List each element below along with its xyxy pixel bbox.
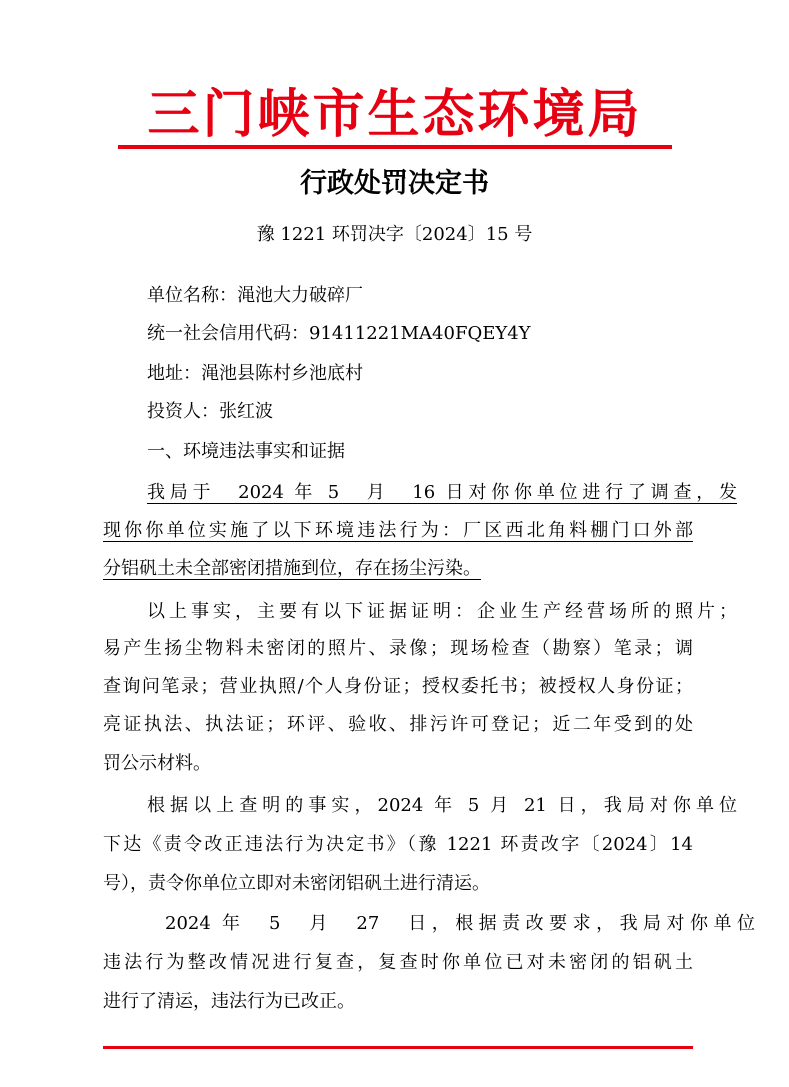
paragraph-line: 进行了清运，违法行为已改正。 <box>103 991 355 1012</box>
paragraph-line: 易产生扬尘物料未密闭的照片、录像；现场检查（勘察）笔录；调 <box>103 638 693 659</box>
paragraph-line: 亮证执法、执法证；环评、验收、排污许可登记；近二年受到的处 <box>103 714 693 735</box>
address: 地址：渑池县陈村乡池底村 <box>147 363 363 384</box>
paragraph-line: 下达《责令改正违法行为决定书》（豫 1221 环责改字〔2024〕14 <box>103 834 693 855</box>
paragraph-line: 查询问笔录；营业执照/个人身份证；授权委托书；被授权人身份证； <box>103 676 693 697</box>
document-title: 行政处罚决定书 <box>300 168 489 199</box>
paragraph-line: 违法行为整改情况进行复查，复查时你单位已对未密闭的铝矾土 <box>103 952 693 973</box>
paragraph-line: 现你你单位实施了以下环境违法行为：厂区西北角料棚门口外部 <box>103 520 693 541</box>
investor: 投资人：张红波 <box>147 401 273 422</box>
paragraph-line: 根据以上查明的事实，2024 年 5 月 21 日，我局对你单位 <box>147 795 737 816</box>
underlined-text: 分铝矾土未全部密闭措施到位，存在扬尘污染。 <box>103 558 481 579</box>
document-number: 豫 1221 环罚决字〔2024〕15 号 <box>256 224 533 245</box>
paragraph-line <box>103 553 563 585</box>
credit-code: 统一社会信用代码：91411221MA40FQEY4Y <box>147 323 531 344</box>
paragraph-line: 2024 年 5 月 27 日，根据责改要求，我局对你单位 <box>165 913 755 934</box>
footer-red-divider <box>103 1046 693 1049</box>
issuing-authority-title: 三门峡市生态环境局 <box>147 84 643 145</box>
paragraph-line: 号），责令你单位立即对未密闭铝矾土进行清运。 <box>103 873 490 894</box>
header-red-divider <box>118 145 672 149</box>
unit-name: 单位名称：渑池大力破碎厂 <box>147 285 363 306</box>
paragraph-line: 以上事实，主要有以下证据证明：企业生产经营场所的照片； <box>147 601 737 622</box>
section-heading-violation-facts: 一、环境违法事实和证据 <box>147 441 345 462</box>
paragraph-line: 罚公示材料。 <box>103 753 211 774</box>
paragraph-line: 我局于 2024 年 5 月 16 日对你你单位进行了调查，发 <box>147 482 737 503</box>
